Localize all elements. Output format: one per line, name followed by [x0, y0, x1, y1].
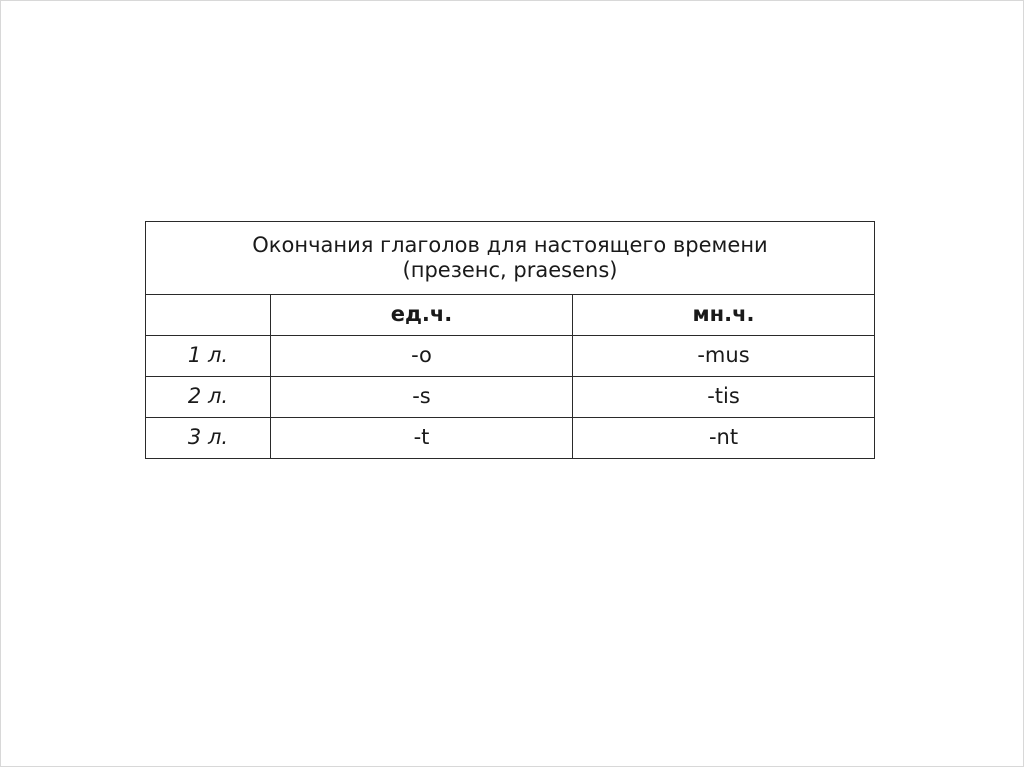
plural-ending-cell: -nt [573, 418, 875, 459]
singular-ending-cell: -s [271, 377, 573, 418]
table-row [146, 377, 875, 418]
table-title-line-2: (презенс, praesens) [402, 258, 618, 282]
table-title-row [146, 222, 875, 295]
person-cell: 2 л. [146, 377, 271, 418]
person-cell: 3 л. [146, 418, 271, 459]
singular-ending-cell: -t [271, 418, 573, 459]
table-row [146, 336, 875, 377]
header-empty-cell [146, 295, 271, 336]
singular-ending-cell: -o [271, 336, 573, 377]
table-header-row [146, 295, 875, 336]
table-title-line-1: Окончания глаголов для настоящего времени [252, 232, 768, 257]
plural-ending-cell: -mus [573, 336, 875, 377]
table-title [146, 222, 875, 295]
verb-endings-table [145, 221, 875, 459]
header-singular: ед.ч. [271, 295, 573, 336]
header-plural: мн.ч. [573, 295, 875, 336]
table-row [146, 418, 875, 459]
plural-ending-cell: -tis [573, 377, 875, 418]
person-cell: 1 л. [146, 336, 271, 377]
